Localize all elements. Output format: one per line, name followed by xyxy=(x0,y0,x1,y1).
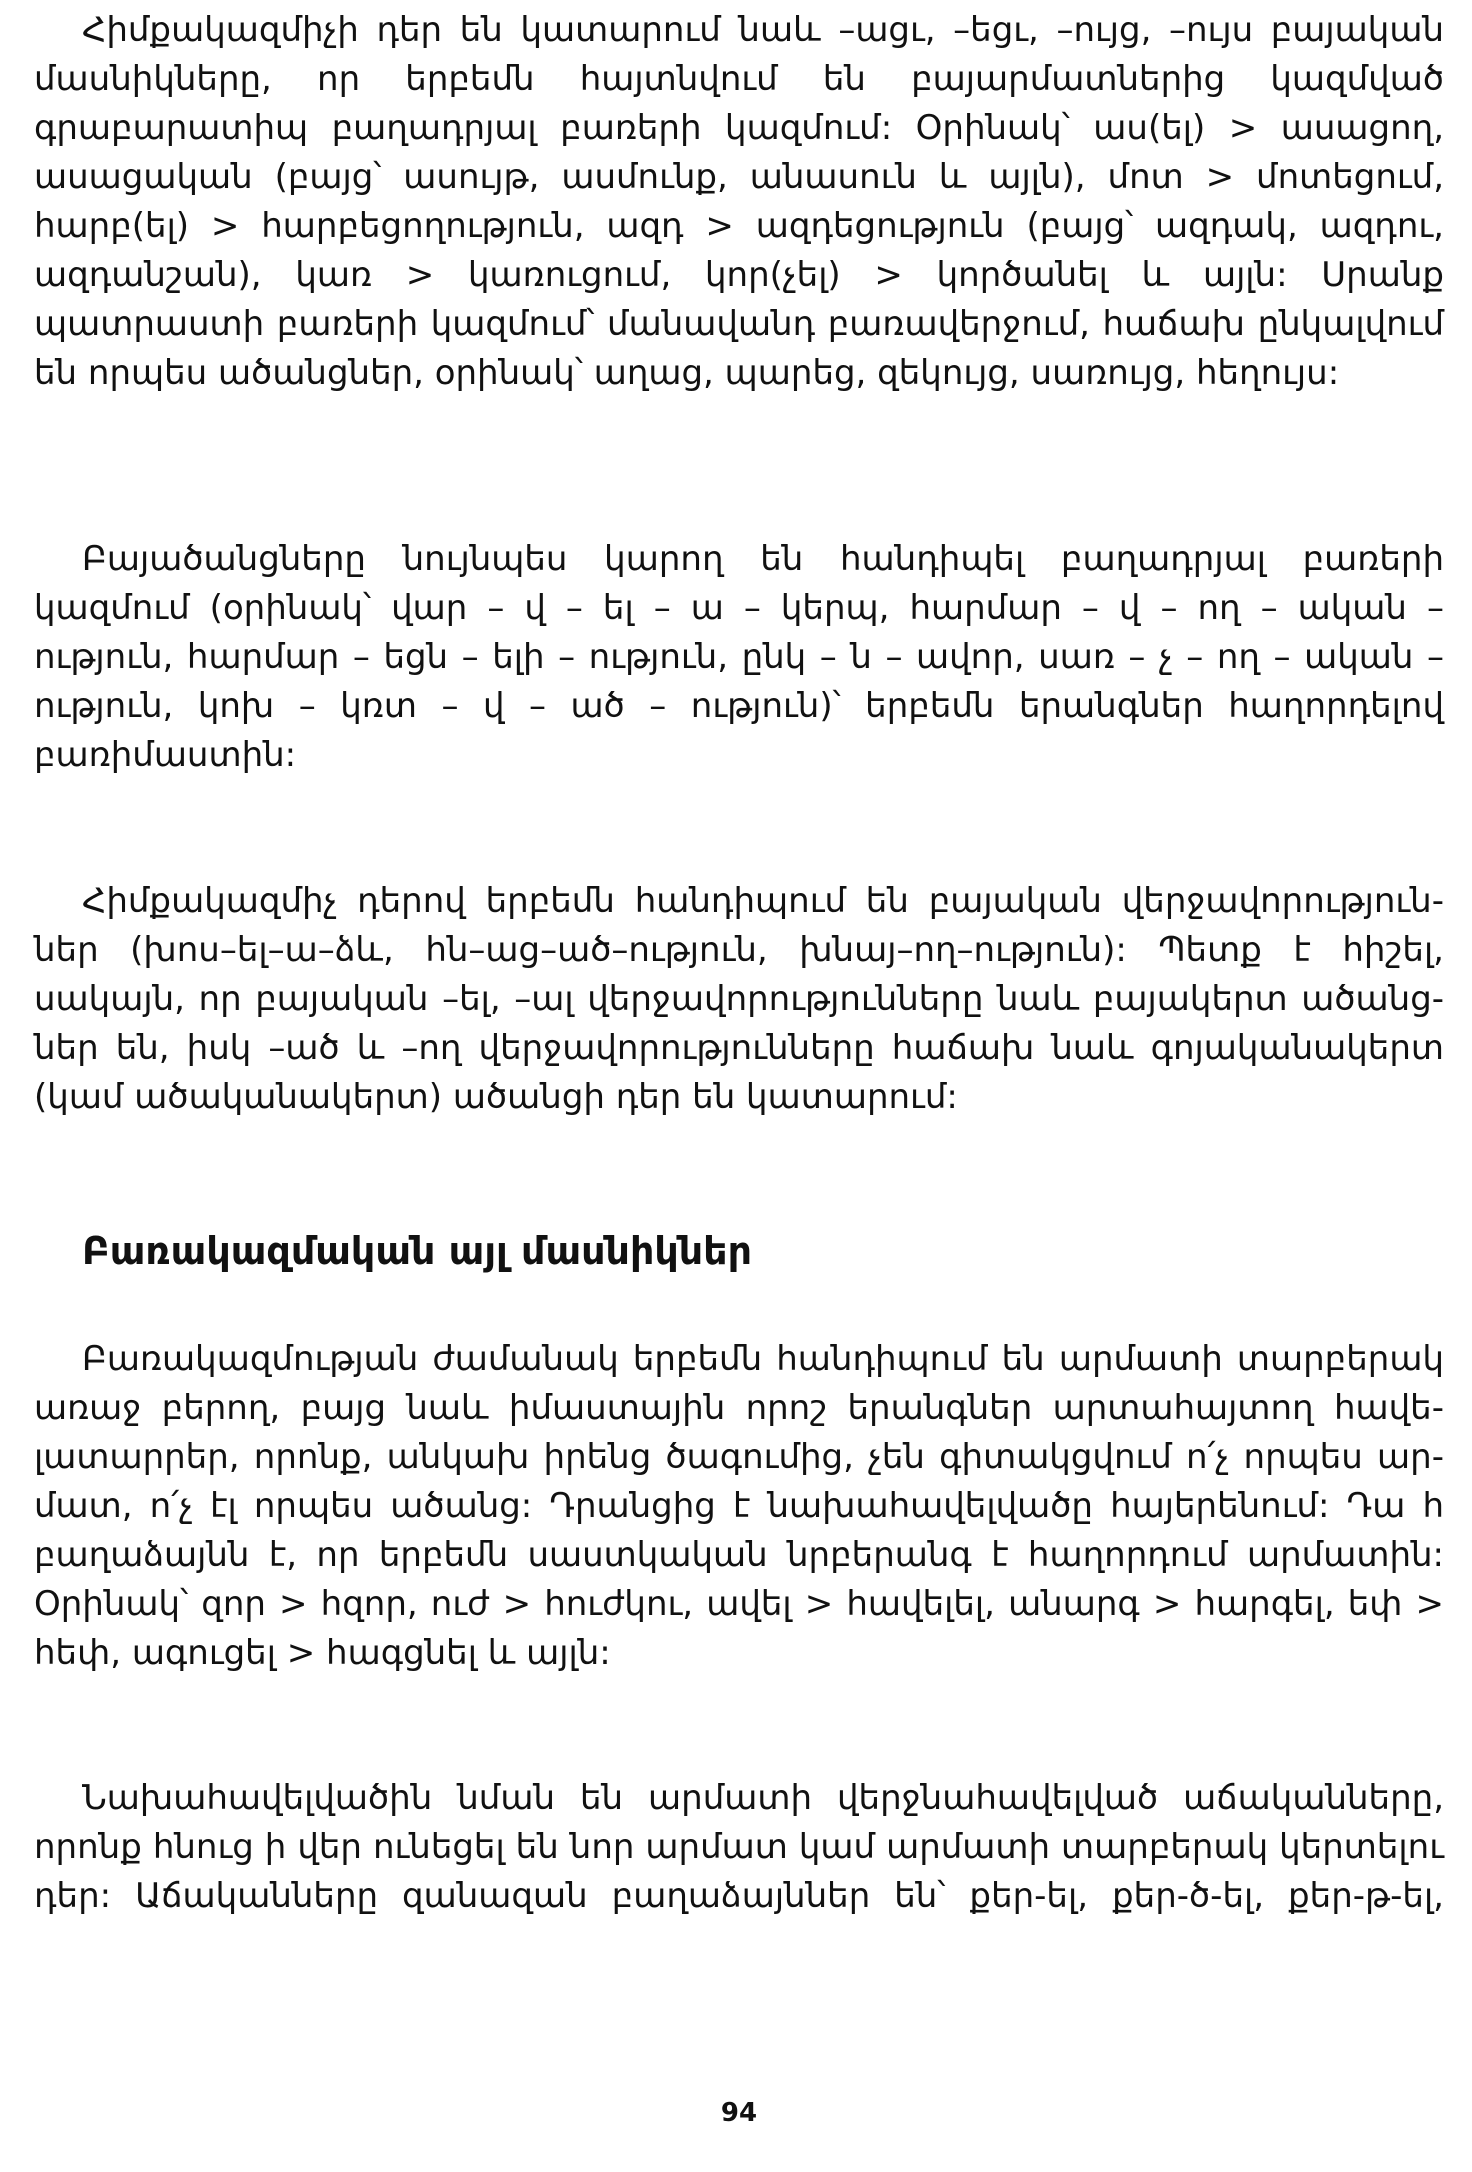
text-line: առաջ բերող, բայց նաև իմաստային որոշ երանգներ արտահայտող հավե- xyxy=(34,1388,1444,1428)
text-line: ասացական (բայց՝ ասույթ, ասմունք, անասուն և այլն), մոտ > մոտեցում, xyxy=(34,157,1444,197)
page-number: 94 xyxy=(720,2098,758,2128)
text-line: կազմում (օրինակ՝ վար – վ – ել – ա – կերպ, հարմար – վ – ող – ական – xyxy=(34,588,1444,628)
text-line: ություն, կոխ – կռտ – վ – ած – ություն)՝ երբեմն երանգներ հաղորդելով xyxy=(34,686,1444,726)
text-line: բառիմաստին: xyxy=(34,735,297,775)
text-line: Բառակազմության ժամանակ երբեմն հանդիպում են արմատի տարբերակ xyxy=(82,1339,1444,1379)
text-line: մասնիկները, որ երբեմն հայտնվում են բայարմատներից կազմված xyxy=(34,59,1444,99)
text-line: դեր: Աճականները զանազան բաղաձայններ են՝ քեր-ել, քեր-ծ-ել, քեր-թ-ել, xyxy=(34,1876,1444,1916)
text-line: Հիմքակազմիչի դեր են կատարում նաև –ացւ, –եցւ, –ույց, –ույս բայական xyxy=(82,10,1444,50)
text-line: են որպես ածանցներ, օրինակ՝ աղաց, պարեց, զեկույց, սառույց, հեղույս: xyxy=(34,353,1340,393)
document-page xyxy=(34,0,1444,2172)
text-line: ազդանշան), կառ > կառուցում, կոր(չել) > կործանել և այլն: Սրանք xyxy=(34,255,1444,295)
text-line: ներ են, իսկ –ած և –ող վերջավորությունները հաճախ նաև գոյականակերտ xyxy=(34,1028,1444,1068)
text-line: մատ, ո՛չ էլ որպես ածանց: Դրանցից է նախահավելվածը հայերենում: Դա հ xyxy=(34,1486,1444,1526)
text-line: Օրինակ՝ զոր > հզոր, ուժ > հուժկու, ավել > հավելել, անարգ > հարգել, եփ > xyxy=(34,1584,1444,1624)
text-line: բաղաձայնն է, որ երբեմն սաստկական նրբերանգ է հաղորդում արմատին: xyxy=(34,1535,1444,1575)
text-line: լատարրեր, որոնք, անկախ իրենց ծագումից, չեն գիտակցվում ո՛չ որպես ար- xyxy=(34,1437,1444,1477)
text-line: պատրաստի բառերի կազմում՝ մանավանդ բառավերջում, հաճախ ընկալվում xyxy=(34,304,1444,344)
paragraph-prefix-h xyxy=(34,1335,1444,1678)
text-line: ություն, հարմար – եցն – ելի – ություն, ընկ – ն – ավոր, սառ – չ – ող – ական – xyxy=(34,637,1444,677)
paragraph-stem-forming-suffixes xyxy=(34,6,1444,398)
text-line: Բայածանցները նույնպես կարող են հանդիպել բաղադրյալ բառերի xyxy=(82,539,1444,579)
paragraph-root-extensions xyxy=(34,1774,1444,1921)
text-line: ներ (խոս–ել–ա–ձև, հն–աց–ած–ություն, խնայ–ող–ություն): Պետք է հիշել, xyxy=(34,930,1444,970)
text-line: հարբ(ել) > հարբեցողություն, ազդ > ազդեցություն (բայց՝ ազդակ, ազդու, xyxy=(34,206,1444,246)
text-line: գրաբարատիպ բաղադրյալ բառերի կազմում: Օրինակ՝ աս(ել) > ասացող, xyxy=(34,108,1444,148)
text-line: սակայն, որ բայական –ել, –ալ վերջավորությունները նաև բայակերտ ածանց- xyxy=(34,979,1444,1019)
paragraph-verb-endings xyxy=(34,877,1444,1122)
text-line: որոնք հնուց ի վեր ունեցել են նոր արմատ կամ արմատի տարբերակ կերտելու xyxy=(34,1827,1444,1867)
paragraph-verb-suffixes xyxy=(34,535,1444,780)
text-line: (կամ ածականակերտ) ածանցի դեր են կատարում: xyxy=(34,1077,958,1117)
section-heading: Բառակազմական այլ մասնիկներ xyxy=(82,1229,753,1273)
text-line: հեփ, ագուցել > հագցնել և այլն: xyxy=(34,1633,611,1673)
text-line: Նախահավելվածին նման են արմատի վերջնահավելված աճականները, xyxy=(82,1778,1444,1818)
text-line: Հիմքակազմիչ դերով երբեմն հանդիպում են բայական վերջավորություն- xyxy=(82,881,1444,921)
